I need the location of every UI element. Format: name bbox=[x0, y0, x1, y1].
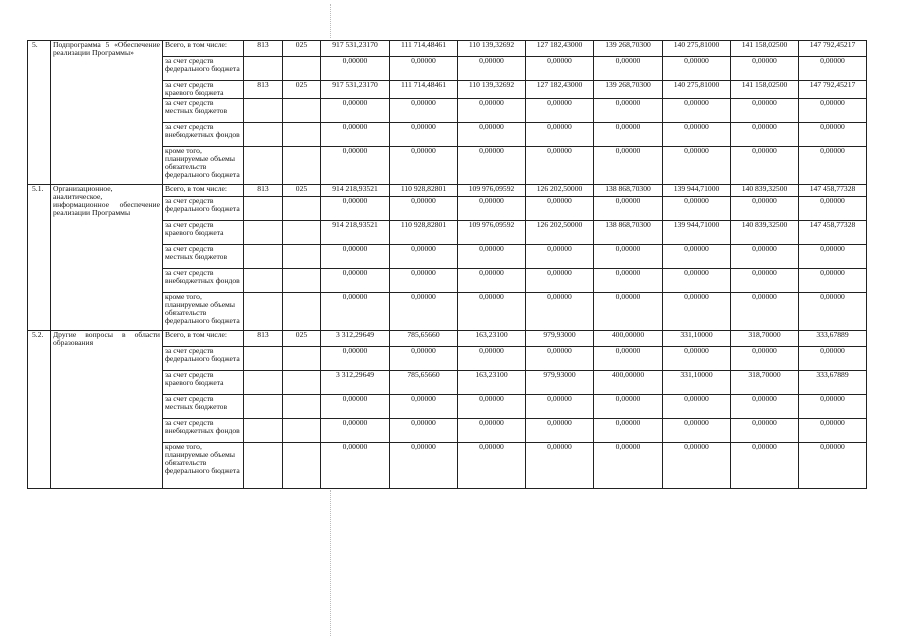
amount-cell: 0,00000 bbox=[390, 346, 458, 370]
grbs-code: 813 bbox=[244, 41, 283, 57]
amount-cell: 0,00000 bbox=[799, 418, 867, 442]
funding-source-label: за счет средств краевого бюджета bbox=[163, 220, 244, 244]
amount-cell: 138 868,70300 bbox=[594, 220, 663, 244]
amount-cell: 979,93000 bbox=[526, 330, 594, 346]
amount-cell: 140 275,81000 bbox=[663, 41, 731, 57]
grbs-code bbox=[244, 57, 283, 81]
amount-cell: 0,00000 bbox=[594, 57, 663, 81]
grbs-code: 813 bbox=[244, 81, 283, 99]
grbs-code bbox=[244, 220, 283, 244]
grbs-code bbox=[244, 370, 283, 394]
amount-cell: 0,00000 bbox=[799, 244, 867, 268]
amount-cell: 0,00000 bbox=[321, 268, 390, 292]
amount-cell: 0,00000 bbox=[321, 98, 390, 122]
amount-cell: 138 868,70300 bbox=[594, 184, 663, 196]
amount-cell: 0,00000 bbox=[458, 346, 526, 370]
table-row bbox=[28, 184, 867, 196]
funding-source-label: Всего, в том числе: bbox=[163, 330, 244, 346]
amount-cell: 0,00000 bbox=[458, 418, 526, 442]
amount-cell: 0,00000 bbox=[799, 346, 867, 370]
section-name: Организационное, аналитическое, информационное обеспечение реализации Программы bbox=[51, 184, 163, 330]
rzpr-code bbox=[283, 268, 321, 292]
amount-cell: 0,00000 bbox=[799, 146, 867, 184]
amount-cell: 0,00000 bbox=[526, 146, 594, 184]
rzpr-code bbox=[283, 244, 321, 268]
amount-cell: 0,00000 bbox=[526, 98, 594, 122]
amount-cell: 0,00000 bbox=[663, 268, 731, 292]
amount-cell: 0,00000 bbox=[663, 244, 731, 268]
amount-cell: 0,00000 bbox=[526, 292, 594, 330]
rzpr-code bbox=[283, 292, 321, 330]
amount-cell: 0,00000 bbox=[526, 122, 594, 146]
grbs-code: 813 bbox=[244, 330, 283, 346]
amount-cell: 110 928,82801 bbox=[390, 184, 458, 196]
amount-cell: 917 531,23170 bbox=[321, 41, 390, 57]
table-row bbox=[28, 330, 867, 346]
amount-cell: 0,00000 bbox=[458, 146, 526, 184]
amount-cell: 0,00000 bbox=[731, 346, 799, 370]
amount-cell: 0,00000 bbox=[594, 292, 663, 330]
amount-cell: 0,00000 bbox=[799, 122, 867, 146]
amount-cell: 0,00000 bbox=[731, 244, 799, 268]
grbs-code bbox=[244, 196, 283, 220]
amount-cell: 147 458,77328 bbox=[799, 184, 867, 196]
funding-source-label: за счет средств местных бюджетов bbox=[163, 394, 244, 418]
amount-cell: 0,00000 bbox=[594, 98, 663, 122]
amount-cell: 785,65660 bbox=[390, 370, 458, 394]
amount-cell: 979,93000 bbox=[526, 370, 594, 394]
amount-cell: 139 268,70300 bbox=[594, 41, 663, 57]
amount-cell: 0,00000 bbox=[390, 442, 458, 488]
amount-cell: 0,00000 bbox=[594, 346, 663, 370]
table-row bbox=[28, 41, 867, 57]
rzpr-code bbox=[283, 196, 321, 220]
amount-cell: 0,00000 bbox=[390, 292, 458, 330]
amount-cell: 140 839,32500 bbox=[731, 220, 799, 244]
amount-cell: 0,00000 bbox=[663, 122, 731, 146]
amount-cell: 0,00000 bbox=[731, 57, 799, 81]
rzpr-code bbox=[283, 122, 321, 146]
amount-cell: 0,00000 bbox=[458, 57, 526, 81]
funding-source-label: кроме того, планируемые объемы обязательств федерального бюджета bbox=[163, 292, 244, 330]
funding-source-label: за счет средств федерального бюджета bbox=[163, 346, 244, 370]
amount-cell: 0,00000 bbox=[594, 122, 663, 146]
amount-cell: 331,10000 bbox=[663, 330, 731, 346]
amount-cell: 147 792,45217 bbox=[799, 41, 867, 57]
grbs-code bbox=[244, 418, 283, 442]
amount-cell: 0,00000 bbox=[390, 146, 458, 184]
amount-cell: 0,00000 bbox=[321, 346, 390, 370]
amount-cell: 318,70000 bbox=[731, 330, 799, 346]
amount-cell: 0,00000 bbox=[663, 418, 731, 442]
amount-cell: 147 792,45217 bbox=[799, 81, 867, 99]
amount-cell: 0,00000 bbox=[731, 196, 799, 220]
rzpr-code bbox=[283, 442, 321, 488]
amount-cell: 109 976,09592 bbox=[458, 220, 526, 244]
amount-cell: 0,00000 bbox=[390, 196, 458, 220]
amount-cell: 0,00000 bbox=[663, 146, 731, 184]
amount-cell: 0,00000 bbox=[526, 394, 594, 418]
rzpr-code bbox=[283, 98, 321, 122]
amount-cell: 0,00000 bbox=[458, 442, 526, 488]
amount-cell: 0,00000 bbox=[458, 98, 526, 122]
amount-cell: 0,00000 bbox=[390, 244, 458, 268]
amount-cell: 0,00000 bbox=[799, 57, 867, 81]
amount-cell: 0,00000 bbox=[526, 57, 594, 81]
grbs-code: 813 bbox=[244, 184, 283, 196]
amount-cell: 163,23100 bbox=[458, 370, 526, 394]
amount-cell: 0,00000 bbox=[526, 346, 594, 370]
amount-cell: 0,00000 bbox=[731, 418, 799, 442]
amount-cell: 0,00000 bbox=[390, 57, 458, 81]
amount-cell: 163,23100 bbox=[458, 330, 526, 346]
amount-cell: 0,00000 bbox=[663, 292, 731, 330]
amount-cell: 0,00000 bbox=[663, 442, 731, 488]
amount-cell: 0,00000 bbox=[799, 442, 867, 488]
amount-cell: 0,00000 bbox=[458, 244, 526, 268]
amount-cell: 0,00000 bbox=[799, 196, 867, 220]
amount-cell: 0,00000 bbox=[321, 57, 390, 81]
amount-cell: 0,00000 bbox=[390, 268, 458, 292]
amount-cell: 0,00000 bbox=[458, 122, 526, 146]
amount-cell: 914 218,93521 bbox=[321, 184, 390, 196]
amount-cell: 0,00000 bbox=[594, 268, 663, 292]
amount-cell: 0,00000 bbox=[526, 442, 594, 488]
funding-source-label: за счет средств внебюджетных фондов bbox=[163, 268, 244, 292]
section-number: 5.1. bbox=[28, 184, 51, 330]
amount-cell: 140 839,32500 bbox=[731, 184, 799, 196]
amount-cell: 0,00000 bbox=[321, 394, 390, 418]
amount-cell: 0,00000 bbox=[321, 146, 390, 184]
funding-source-label: кроме того, планируемые объемы обязательств федерального бюджета bbox=[163, 146, 244, 184]
amount-cell: 0,00000 bbox=[663, 98, 731, 122]
section-number: 5.2. bbox=[28, 330, 51, 488]
amount-cell: 127 182,43000 bbox=[526, 81, 594, 99]
amount-cell: 0,00000 bbox=[594, 442, 663, 488]
grbs-code bbox=[244, 442, 283, 488]
amount-cell: 0,00000 bbox=[799, 268, 867, 292]
amount-cell: 110 139,32692 bbox=[458, 81, 526, 99]
funding-source-label: Всего, в том числе: bbox=[163, 41, 244, 57]
amount-cell: 141 158,02500 bbox=[731, 81, 799, 99]
amount-cell: 0,00000 bbox=[390, 394, 458, 418]
amount-cell: 110 928,82801 bbox=[390, 220, 458, 244]
amount-cell: 139 268,70300 bbox=[594, 81, 663, 99]
rzpr-code bbox=[283, 146, 321, 184]
amount-cell: 3 312,29649 bbox=[321, 330, 390, 346]
amount-cell: 139 944,71000 bbox=[663, 184, 731, 196]
amount-cell: 0,00000 bbox=[390, 98, 458, 122]
funding-source-label: за счет средств краевого бюджета bbox=[163, 81, 244, 99]
amount-cell: 126 202,50000 bbox=[526, 220, 594, 244]
funding-source-label: за счет средств федерального бюджета bbox=[163, 196, 244, 220]
funding-source-label: за счет средств местных бюджетов bbox=[163, 244, 244, 268]
grbs-code bbox=[244, 98, 283, 122]
amount-cell: 0,00000 bbox=[526, 268, 594, 292]
grbs-code bbox=[244, 394, 283, 418]
section-number: 5. bbox=[28, 41, 51, 185]
amount-cell: 0,00000 bbox=[321, 292, 390, 330]
amount-cell: 111 714,48461 bbox=[390, 81, 458, 99]
amount-cell: 0,00000 bbox=[663, 394, 731, 418]
funding-source-label: за счет средств федерального бюджета bbox=[163, 57, 244, 81]
grbs-code bbox=[244, 268, 283, 292]
amount-cell: 0,00000 bbox=[321, 196, 390, 220]
rzpr-code: 025 bbox=[283, 81, 321, 99]
amount-cell: 0,00000 bbox=[458, 196, 526, 220]
amount-cell: 331,10000 bbox=[663, 370, 731, 394]
amount-cell: 0,00000 bbox=[321, 418, 390, 442]
amount-cell: 0,00000 bbox=[731, 98, 799, 122]
amount-cell: 0,00000 bbox=[390, 418, 458, 442]
funding-source-label: за счет средств внебюджетных фондов bbox=[163, 122, 244, 146]
fold-line-bottom bbox=[330, 490, 332, 636]
funding-source-label: кроме того, планируемые объемы обязательств федерального бюджета bbox=[163, 442, 244, 488]
amount-cell: 111 714,48461 bbox=[390, 41, 458, 57]
grbs-code bbox=[244, 346, 283, 370]
amount-cell: 0,00000 bbox=[799, 292, 867, 330]
funding-source-label: за счет средств внебюджетных фондов bbox=[163, 418, 244, 442]
funding-source-label: за счет средств краевого бюджета bbox=[163, 370, 244, 394]
amount-cell: 0,00000 bbox=[663, 346, 731, 370]
amount-cell: 0,00000 bbox=[321, 244, 390, 268]
amount-cell: 0,00000 bbox=[526, 418, 594, 442]
amount-cell: 333,67889 bbox=[799, 370, 867, 394]
amount-cell: 0,00000 bbox=[731, 268, 799, 292]
fold-line-top bbox=[330, 4, 332, 38]
amount-cell: 400,00000 bbox=[594, 370, 663, 394]
amount-cell: 127 182,43000 bbox=[526, 41, 594, 57]
amount-cell: 0,00000 bbox=[799, 394, 867, 418]
amount-cell: 0,00000 bbox=[321, 122, 390, 146]
rzpr-code: 025 bbox=[283, 330, 321, 346]
amount-cell: 318,70000 bbox=[731, 370, 799, 394]
amount-cell: 0,00000 bbox=[594, 196, 663, 220]
amount-cell: 0,00000 bbox=[321, 442, 390, 488]
grbs-code bbox=[244, 244, 283, 268]
amount-cell: 0,00000 bbox=[731, 292, 799, 330]
amount-cell: 0,00000 bbox=[799, 98, 867, 122]
grbs-code bbox=[244, 292, 283, 330]
amount-cell: 0,00000 bbox=[526, 244, 594, 268]
amount-cell: 140 275,81000 bbox=[663, 81, 731, 99]
amount-cell: 0,00000 bbox=[731, 394, 799, 418]
amount-cell: 0,00000 bbox=[594, 394, 663, 418]
amount-cell: 139 944,71000 bbox=[663, 220, 731, 244]
amount-cell: 147 458,77328 bbox=[799, 220, 867, 244]
grbs-code bbox=[244, 146, 283, 184]
amount-cell: 0,00000 bbox=[731, 146, 799, 184]
amount-cell: 126 202,50000 bbox=[526, 184, 594, 196]
amount-cell: 109 976,09592 bbox=[458, 184, 526, 196]
rzpr-code bbox=[283, 370, 321, 394]
grbs-code bbox=[244, 122, 283, 146]
amount-cell: 3 312,29649 bbox=[321, 370, 390, 394]
amount-cell: 0,00000 bbox=[663, 57, 731, 81]
amount-cell: 0,00000 bbox=[594, 146, 663, 184]
funding-source-label: за счет средств местных бюджетов bbox=[163, 98, 244, 122]
amount-cell: 0,00000 bbox=[458, 268, 526, 292]
amount-cell: 333,67889 bbox=[799, 330, 867, 346]
section-name: Подпрограмма 5 «Обеспечение реализации Программы» bbox=[51, 41, 163, 185]
amount-cell: 0,00000 bbox=[594, 418, 663, 442]
amount-cell: 110 139,32692 bbox=[458, 41, 526, 57]
amount-cell: 0,00000 bbox=[458, 292, 526, 330]
amount-cell: 141 158,02500 bbox=[731, 41, 799, 57]
rzpr-code bbox=[283, 346, 321, 370]
rzpr-code bbox=[283, 57, 321, 81]
amount-cell: 400,00000 bbox=[594, 330, 663, 346]
amount-cell: 0,00000 bbox=[731, 442, 799, 488]
amount-cell: 0,00000 bbox=[458, 394, 526, 418]
funding-source-label: Всего, в том числе: bbox=[163, 184, 244, 196]
amount-cell: 0,00000 bbox=[594, 244, 663, 268]
amount-cell: 785,65660 bbox=[390, 330, 458, 346]
rzpr-code bbox=[283, 220, 321, 244]
amount-cell: 0,00000 bbox=[663, 196, 731, 220]
amount-cell: 914 218,93521 bbox=[321, 220, 390, 244]
section-name: Другие вопросы в области образования bbox=[51, 330, 163, 488]
rzpr-code bbox=[283, 394, 321, 418]
amount-cell: 0,00000 bbox=[526, 196, 594, 220]
amount-cell: 0,00000 bbox=[731, 122, 799, 146]
funding-table bbox=[27, 40, 867, 489]
amount-cell: 917 531,23170 bbox=[321, 81, 390, 99]
rzpr-code bbox=[283, 418, 321, 442]
amount-cell: 0,00000 bbox=[390, 122, 458, 146]
rzpr-code: 025 bbox=[283, 41, 321, 57]
rzpr-code: 025 bbox=[283, 184, 321, 196]
